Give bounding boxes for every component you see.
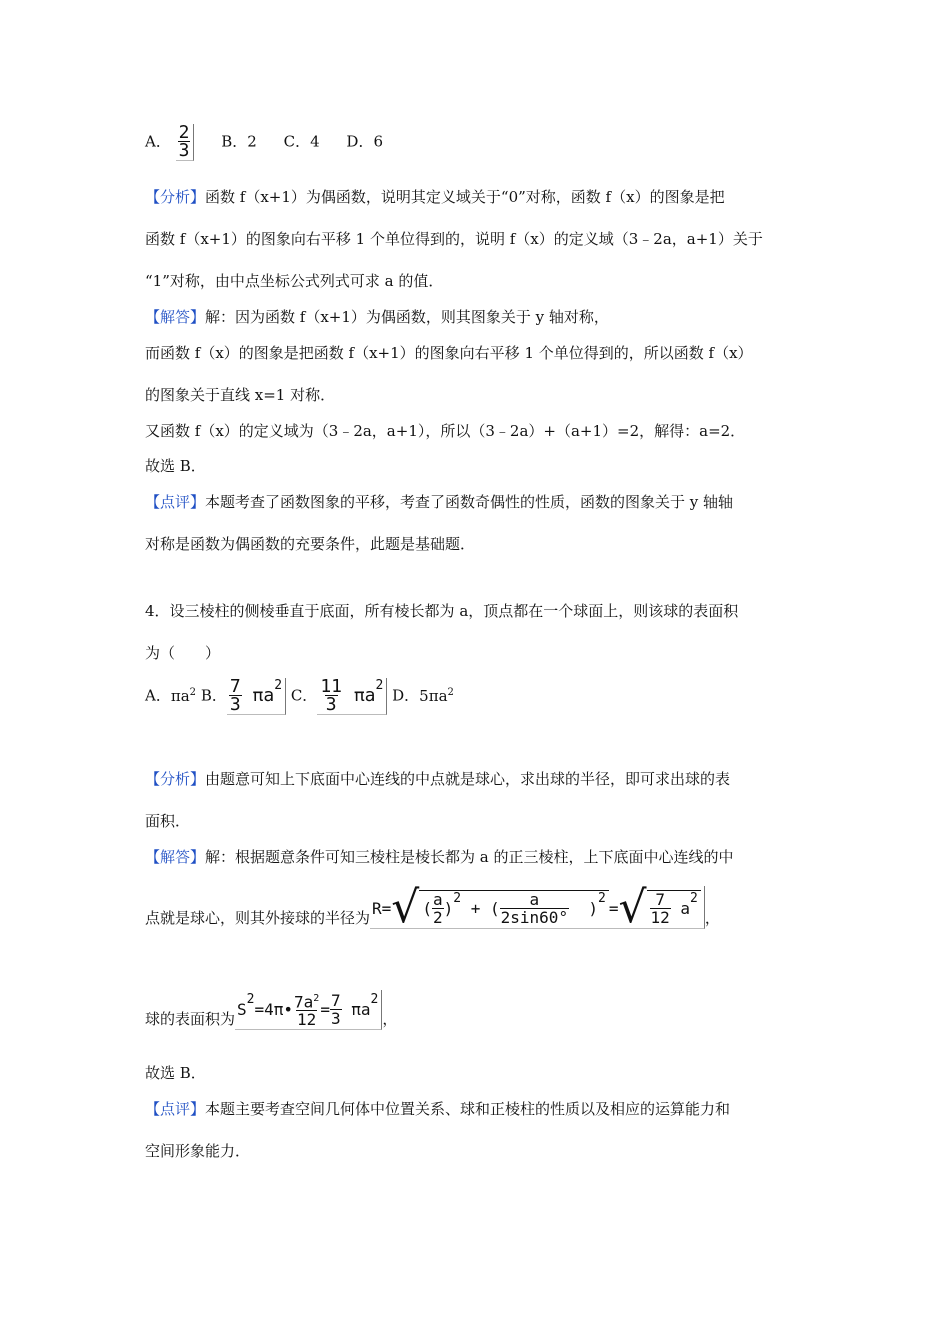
q3-comment-line-1: 【点评】本题考查了函数图象的平移，考查了函数奇偶性的性质，函数的图象关于 y 轴轴 [145, 493, 734, 511]
analysis-tag: 【分析】 [145, 188, 206, 206]
q4-stem-line-1: 4．设三棱柱的侧棱垂直于底面，所有棱长都为 a，顶点都在一个球面上，则该球的表面积 [145, 602, 739, 620]
option-d-label: D． [392, 686, 420, 705]
q4-solution-line-1: 【解答】解：根据题意条件可知三棱柱是棱长都为 a 的正三棱柱，上下底面中心连线的中 [145, 848, 734, 866]
option-d-value: $5\pi a^2$ [419, 686, 454, 705]
option-a-fraction: $\frac{2}{3}$ [176, 124, 195, 161]
q4-comment-line-2: 空间形象能力． [145, 1142, 251, 1160]
option-a-label: A． [145, 686, 171, 705]
solution-tag: 【解答】 [145, 848, 206, 866]
q3-analysis-line-1: 【分析】函数 f（x+1）为偶函数，说明其定义域关于“0”对称，函数 f（x）的图象是把 [145, 188, 725, 206]
comment-tag: 【点评】 [145, 1100, 206, 1118]
q3-comment-line-2: 对称是函数为偶函数的充要条件，此题是基础题． [145, 535, 476, 553]
option-c-formula: $\frac{11}{3}$ πa 2 [317, 678, 387, 715]
q3-analysis-line-3: “1”对称，由中点坐标公式列式可求 a 的值． [145, 272, 444, 290]
q4-analysis-line-1: 【分析】由题意可知上下底面中心连线的中点就是球心，求出球的半径，即可求出球的表 [145, 770, 731, 788]
solution-tag: 【解答】 [145, 308, 206, 326]
analysis-tag: 【分析】 [145, 770, 206, 788]
area-formula: S 2 =4π• $\frac{7a^2}{12}$ = $\frac{7}{3}$ πa 2 [235, 990, 382, 1030]
option-c: C．4 [283, 132, 320, 151]
option-c-label: C． [290, 686, 318, 705]
q3-solution-line-4: 又函数 f（x）的定义域为（3﹣2a，a+1），所以（3﹣2a）+（a+1）=2，解得：a=2． [145, 422, 746, 440]
q3-options [145, 124, 383, 161]
q3-solution-line-3: 的图象关于直线 x=1 对称． [145, 386, 336, 404]
option-a-value: $\pi a^2$ [170, 686, 197, 705]
q4-analysis-line-2: 面积． [145, 812, 191, 830]
option-a-label: A． [145, 132, 171, 151]
q4-comment-line-1: 【点评】本题主要考查空间几何体中位置关系、球和正棱柱的性质以及相应的运算能力和 [145, 1100, 731, 1118]
q3-solution-line-2: 而函数 f（x）的图象是把函数 f（x+1）的图象向右平移 1 个单位得到的，所以函数 f（x） [145, 344, 753, 362]
q4-stem-line-2: 为（ ） [145, 644, 221, 662]
option-b-formula: $\frac{7}{3}$ πa 2 [227, 678, 286, 715]
q3-analysis-line-2: 函数 f（x+1）的图象向右平移 1 个单位得到的，说明 f（x）的定义域（3﹣2a，a+1）关于 [145, 230, 763, 248]
option-b: B．2 [221, 132, 257, 151]
q4-solution-line-3: 球的表面积为 S 2 =4π• $\frac{7a^2}{12}$ = $\frac{7}{3}$ πa 2 ， [145, 990, 398, 1030]
radius-formula: R= √ ( $\frac{a}{2}$ ) 2 + ( $\frac{a}{2\sin 60^\circ}$ ) 2 = √ $\frac{7}{12}$ a 2 [370, 886, 705, 929]
q4-solution-line-4: 故选 B． [145, 1064, 206, 1082]
q4-options [145, 678, 454, 715]
q3-solution-line-5: 故选 B． [145, 457, 206, 475]
option-b-label: B． [200, 686, 227, 705]
q4-solution-line-2: 点就是球心，则其外接球的半径为 R= √ ( $\frac{a}{2}$ ) 2 + ( $\frac{a}{2\sin 60^\circ}$ ) 2 = √ $\frac{7}{12}$ a 2 ， [145, 882, 720, 933]
comment-tag: 【点评】 [145, 493, 206, 511]
option-d: D．6 [346, 132, 383, 151]
q3-solution-line-1: 【解答】解：因为函数 f（x+1）为偶函数，则其图象关于 y 轴对称， [145, 308, 609, 326]
